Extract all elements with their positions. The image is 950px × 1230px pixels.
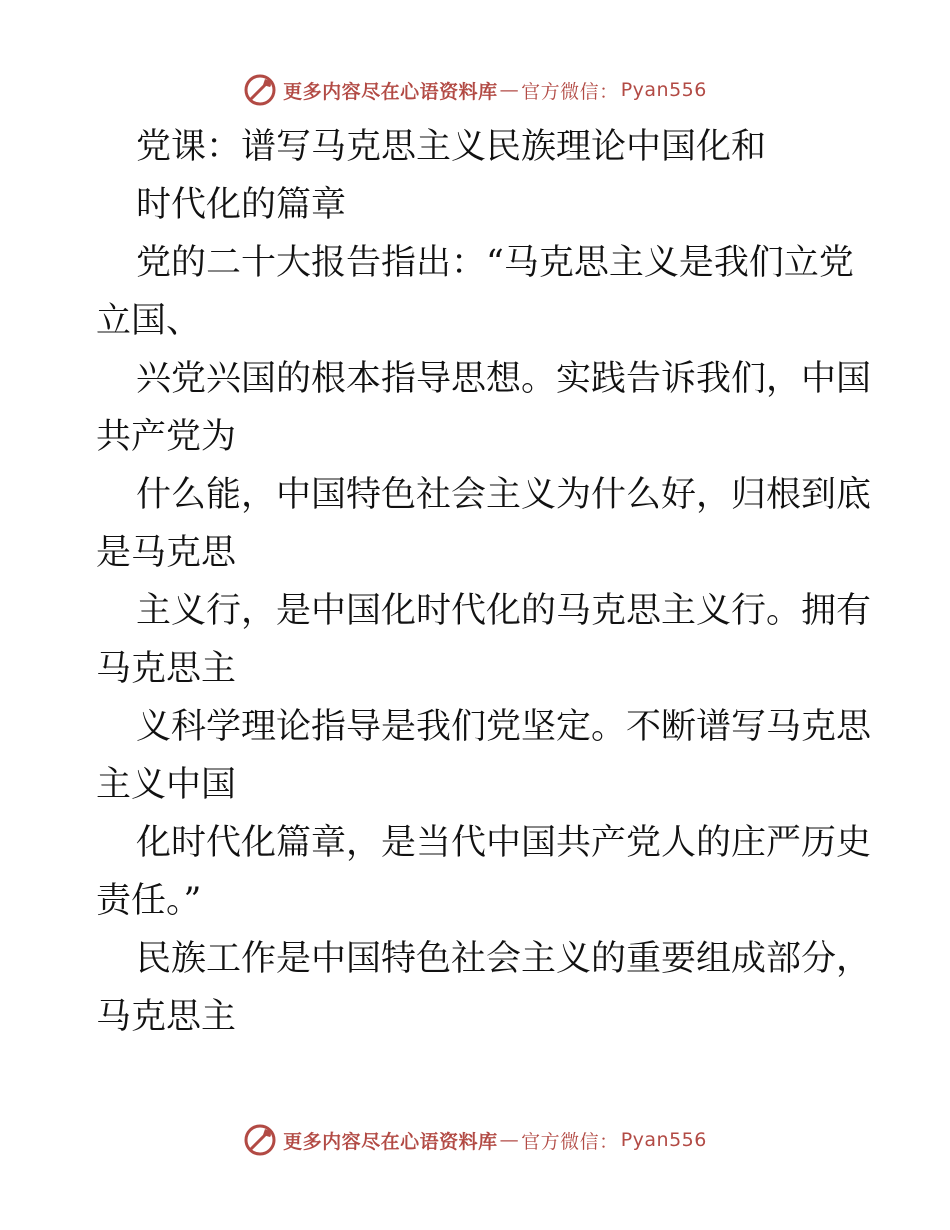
header-watermark-banner — [0, 70, 950, 110]
footer-watermark-banner — [0, 1120, 950, 1160]
doc-line: 主义行，是中国化时代化的马克思主义行。拥有 — [136, 591, 872, 631]
banner-wechat-label: 官方微信： — [521, 80, 619, 103]
quill-seal-icon — [243, 1123, 277, 1157]
banner-main-text: 更多内容尽在心语资料库 — [283, 80, 498, 103]
doc-title-line-1: 党课：谱写马克思主义民族理论中国化和 — [136, 127, 767, 167]
doc-line: 化时代化篇章，是当代中国共产党人的庄严历史 — [136, 823, 872, 863]
doc-title-line-2: 时代化的篇章 — [136, 185, 347, 225]
doc-line: 共产党为 — [96, 417, 237, 457]
banner-wechat-label: 官方微信： — [521, 1130, 619, 1153]
doc-line: 立国、 — [96, 301, 202, 341]
banner-wechat-id: Pyan556 — [620, 1129, 707, 1151]
banner-separator: — — [499, 1129, 520, 1151]
doc-line: 什么能，中国特色社会主义为什么好，归根到底 — [136, 475, 872, 515]
banner-wechat-id: Pyan556 — [620, 79, 707, 101]
doc-line: 兴党兴国的根本指导思想。实践告诉我们，中国 — [136, 359, 872, 399]
doc-line: 党的二十大报告指出：“马克思主义是我们立党 — [136, 243, 854, 283]
doc-line: 义科学理论指导是我们党坚定。不断谱写马克思 — [136, 707, 872, 747]
doc-line: 民族工作是中国特色社会主义的重要组成部分， — [136, 939, 872, 979]
doc-line: 马克思主 — [96, 997, 237, 1037]
doc-line: 主义中国 — [96, 765, 237, 805]
document-body — [96, 118, 872, 1046]
banner-main-text: 更多内容尽在心语资料库 — [283, 1130, 498, 1153]
doc-line: 是马克思 — [96, 533, 237, 573]
doc-line: 马克思主 — [96, 649, 237, 689]
banner-separator: — — [499, 79, 520, 101]
doc-line: 责任。” — [96, 881, 202, 921]
quill-seal-icon — [243, 73, 277, 107]
